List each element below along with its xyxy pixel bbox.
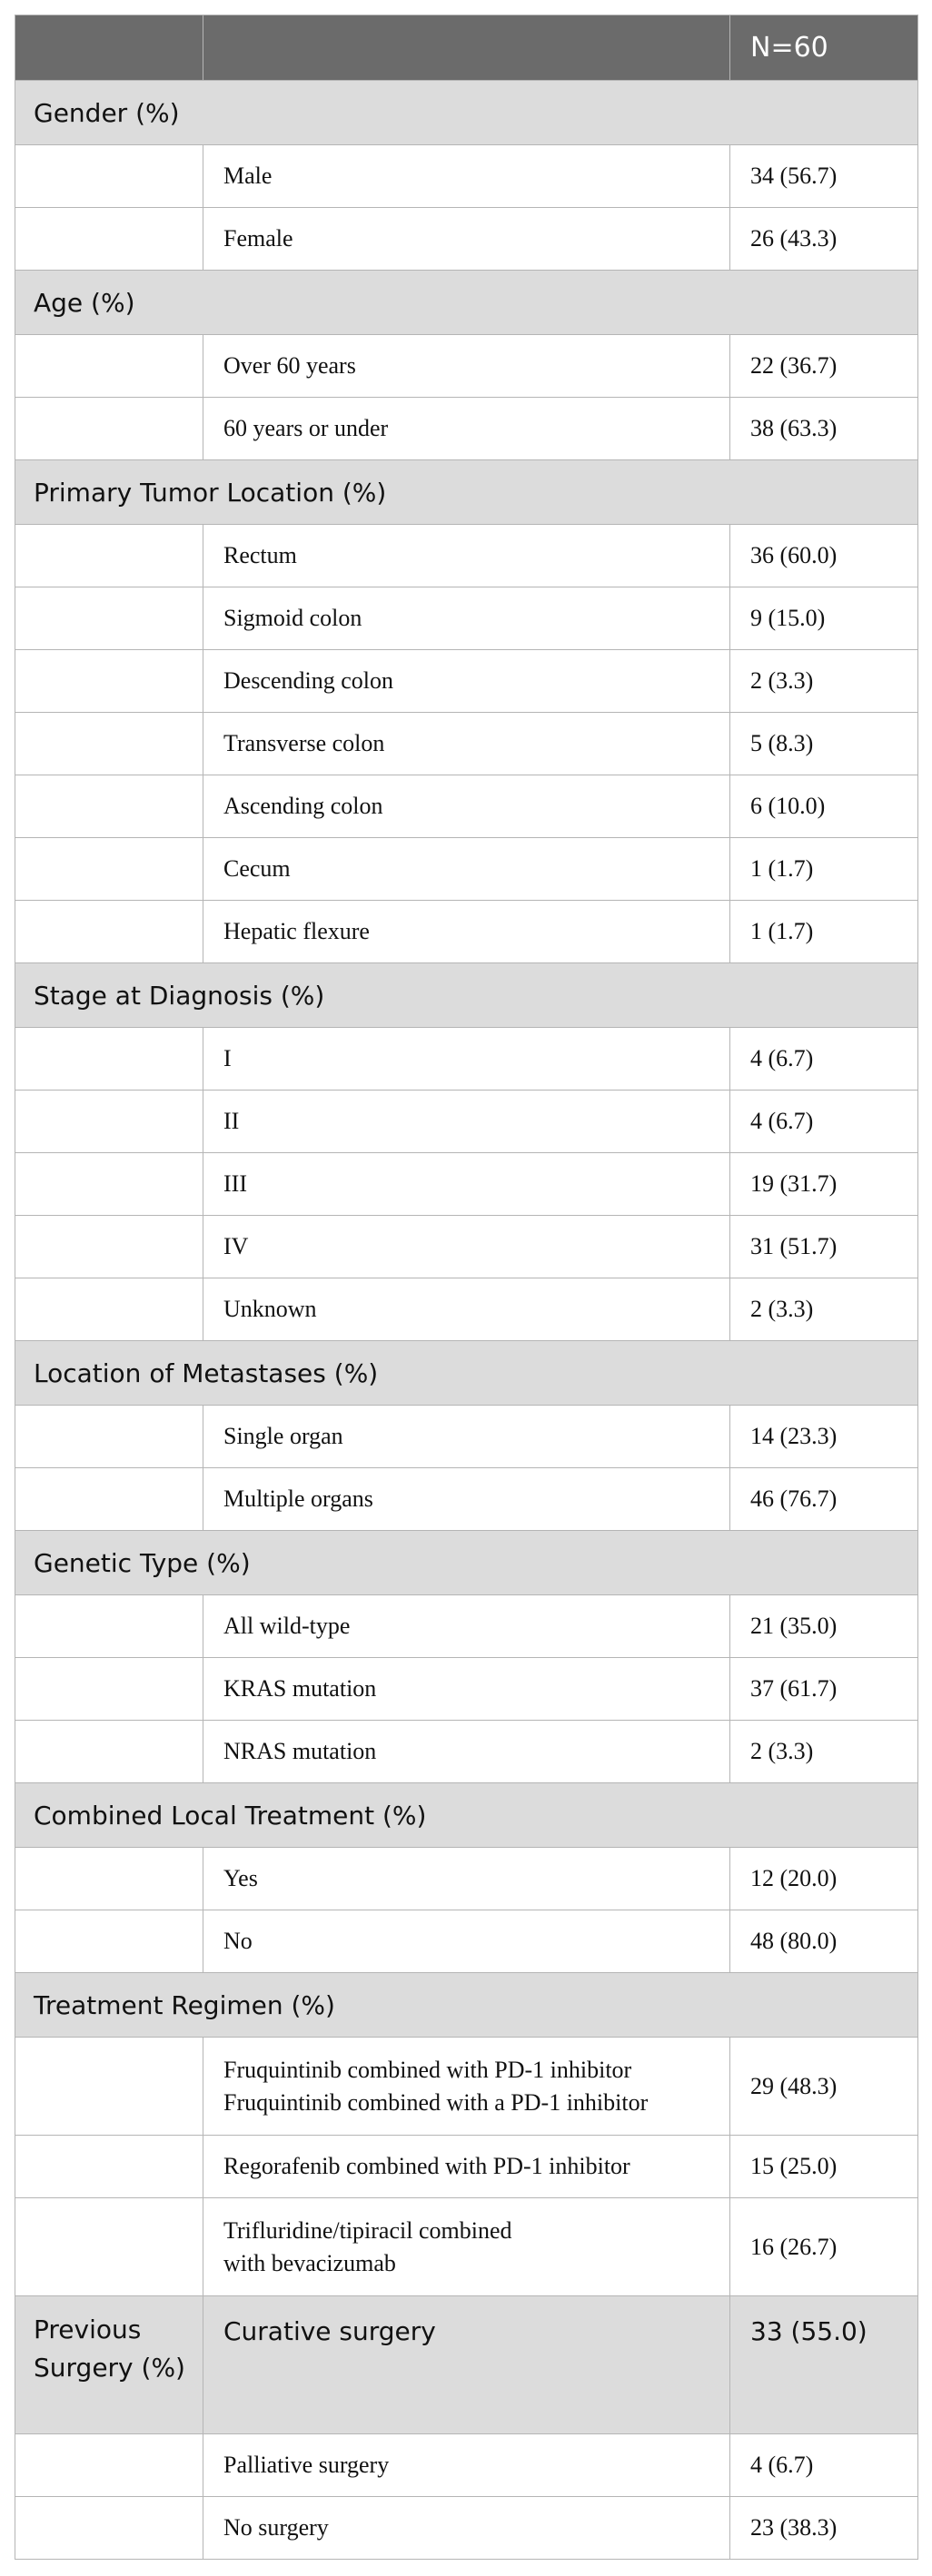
row-value: 34 (56.7) — [730, 145, 918, 208]
blank-cell — [15, 650, 203, 713]
row-label — [203, 2038, 730, 2136]
section-row-regimen — [15, 1973, 918, 2038]
section-row-genetic — [15, 1531, 918, 1595]
row-value: 5 (8.3) — [730, 713, 918, 775]
table-row — [15, 2497, 918, 2560]
table-row — [15, 335, 918, 398]
row-value: 19 (31.7) — [730, 1153, 918, 1216]
blank-cell — [15, 713, 203, 775]
blank-cell — [15, 145, 203, 208]
row-value: 36 (60.0) — [730, 525, 918, 587]
table-row — [15, 1216, 918, 1278]
blank-cell — [15, 1278, 203, 1341]
blank-cell — [15, 2038, 203, 2136]
row-label: II — [203, 1091, 730, 1153]
blank-cell — [15, 335, 203, 398]
blank-cell — [15, 1658, 203, 1721]
table-row — [15, 713, 918, 775]
row-value: 2 (3.3) — [730, 1721, 918, 1783]
section-title-line: Previous — [34, 2314, 142, 2344]
row-value: 12 (20.0) — [730, 1848, 918, 1910]
blank-cell — [15, 1091, 203, 1153]
section-row-surgery — [15, 2296, 918, 2434]
row-value: 4 (6.7) — [730, 1091, 918, 1153]
row-label: Regorafenib combined with PD-1 inhibitor — [203, 2136, 730, 2198]
section-title: Age (%) — [15, 271, 918, 335]
row-label-line: Trifluridine/tipiracil combined — [223, 2216, 512, 2244]
table-row — [15, 208, 918, 271]
blank-cell — [15, 398, 203, 460]
blank-cell — [15, 2136, 203, 2198]
row-value: 15 (25.0) — [730, 2136, 918, 2198]
row-label: Hepatic flexure — [203, 901, 730, 963]
section-row-local-treatment — [15, 1783, 918, 1848]
row-label: Sigmoid colon — [203, 587, 730, 650]
blank-cell — [15, 1406, 203, 1468]
row-value: 6 (10.0) — [730, 775, 918, 838]
row-value: 33 (55.0) — [730, 2296, 918, 2434]
row-value: 48 (80.0) — [730, 1910, 918, 1973]
blank-cell — [15, 1153, 203, 1216]
table-row — [15, 145, 918, 208]
row-value: 4 (6.7) — [730, 2434, 918, 2497]
row-value: 21 (35.0) — [730, 1595, 918, 1658]
table-row — [15, 2136, 918, 2198]
row-label: Male — [203, 145, 730, 208]
table-row — [15, 525, 918, 587]
row-label: Curative surgery — [203, 2296, 730, 2434]
blank-cell — [15, 208, 203, 271]
row-value: 31 (51.7) — [730, 1216, 918, 1278]
row-label: Single organ — [203, 1406, 730, 1468]
row-label: No surgery — [203, 2497, 730, 2560]
blank-cell — [15, 1468, 203, 1531]
section-row-gender — [15, 81, 918, 145]
table-row — [15, 775, 918, 838]
section-title: Treatment Regimen (%) — [15, 1973, 918, 2038]
row-value: 29 (48.3) — [730, 2038, 918, 2136]
blank-cell — [15, 2497, 203, 2560]
table-row — [15, 1153, 918, 1216]
row-value: 38 (63.3) — [730, 398, 918, 460]
blank-cell — [15, 587, 203, 650]
table-row — [15, 2434, 918, 2497]
row-label: III — [203, 1153, 730, 1216]
blank-cell — [15, 1910, 203, 1973]
table-row — [15, 1595, 918, 1658]
row-value: 37 (61.7) — [730, 1658, 918, 1721]
blank-cell — [15, 2434, 203, 2497]
table-row — [15, 1658, 918, 1721]
blank-cell — [15, 901, 203, 963]
section-title: Genetic Type (%) — [15, 1531, 918, 1595]
section-title: Gender (%) — [15, 81, 918, 145]
header-n-label: N=60 — [730, 15, 918, 81]
table-row — [15, 1406, 918, 1468]
blank-cell — [15, 838, 203, 901]
row-label: Over 60 years — [203, 335, 730, 398]
blank-cell — [15, 1595, 203, 1658]
table-row — [15, 1468, 918, 1531]
row-label-line: with bevacizumab — [223, 2249, 396, 2276]
section-title: Combined Local Treatment (%) — [15, 1783, 918, 1848]
section-row-stage — [15, 963, 918, 1028]
table-row — [15, 901, 918, 963]
table-header-row — [15, 15, 918, 81]
table-row — [15, 398, 918, 460]
table-row — [15, 587, 918, 650]
row-value: 1 (1.7) — [730, 838, 918, 901]
row-label: Rectum — [203, 525, 730, 587]
row-label: Unknown — [203, 1278, 730, 1341]
row-label — [203, 2198, 730, 2296]
table-row — [15, 2038, 918, 2136]
row-value: 26 (43.3) — [730, 208, 918, 271]
blank-cell — [15, 1216, 203, 1278]
blank-cell — [15, 1028, 203, 1091]
table-row — [15, 1028, 918, 1091]
row-value: 2 (3.3) — [730, 1278, 918, 1341]
row-label: I — [203, 1028, 730, 1091]
blank-cell — [15, 2198, 203, 2296]
characteristics-table-wrapper — [15, 15, 917, 2560]
section-row-location — [15, 460, 918, 525]
section-row-age — [15, 271, 918, 335]
section-title: Primary Tumor Location (%) — [15, 460, 918, 525]
row-value: 1 (1.7) — [730, 901, 918, 963]
table-row — [15, 1091, 918, 1153]
header-empty-cell — [203, 15, 730, 81]
table-row — [15, 650, 918, 713]
row-label: Ascending colon — [203, 775, 730, 838]
blank-cell — [15, 775, 203, 838]
row-label: Palliative surgery — [203, 2434, 730, 2497]
header-empty-cell — [15, 15, 203, 81]
row-label: Transverse colon — [203, 713, 730, 775]
row-label: All wild-type — [203, 1595, 730, 1658]
row-value: 22 (36.7) — [730, 335, 918, 398]
section-title: Stage at Diagnosis (%) — [15, 963, 918, 1028]
row-label: KRAS mutation — [203, 1658, 730, 1721]
section-title-line: Surgery — [34, 2353, 134, 2383]
row-label: Female — [203, 208, 730, 271]
blank-cell — [15, 1721, 203, 1783]
row-label: NRAS mutation — [203, 1721, 730, 1783]
row-value: 9 (15.0) — [730, 587, 918, 650]
row-label: Cecum — [203, 838, 730, 901]
row-label: Descending colon — [203, 650, 730, 713]
row-label: Yes — [203, 1848, 730, 1910]
table-row — [15, 838, 918, 901]
table-row — [15, 1721, 918, 1783]
row-value: 4 (6.7) — [730, 1028, 918, 1091]
table-row — [15, 1278, 918, 1341]
table-row — [15, 2198, 918, 2296]
row-label: 60 years or under — [203, 398, 730, 460]
row-label: Multiple organs — [203, 1468, 730, 1531]
blank-cell — [15, 1848, 203, 1910]
section-title: Location of Metastases (%) — [15, 1341, 918, 1406]
row-value: 46 (76.7) — [730, 1468, 918, 1531]
characteristics-table — [15, 15, 918, 2560]
row-label-line: Fruquintinib combined with a PD-1 inhibitor — [223, 2088, 649, 2116]
table-row — [15, 1848, 918, 1910]
section-title-line: (%) — [141, 2353, 185, 2383]
row-value: 16 (26.7) — [730, 2198, 918, 2296]
row-value: 23 (38.3) — [730, 2497, 918, 2560]
row-value: 2 (3.3) — [730, 650, 918, 713]
row-value: 14 (23.3) — [730, 1406, 918, 1468]
row-label: IV — [203, 1216, 730, 1278]
blank-cell — [15, 525, 203, 587]
row-label-line: Fruquintinib combined with PD-1 inhibitor — [223, 2056, 632, 2083]
section-title — [15, 2296, 203, 2434]
section-row-metastases — [15, 1341, 918, 1406]
table-row — [15, 1910, 918, 1973]
row-label: No — [203, 1910, 730, 1973]
